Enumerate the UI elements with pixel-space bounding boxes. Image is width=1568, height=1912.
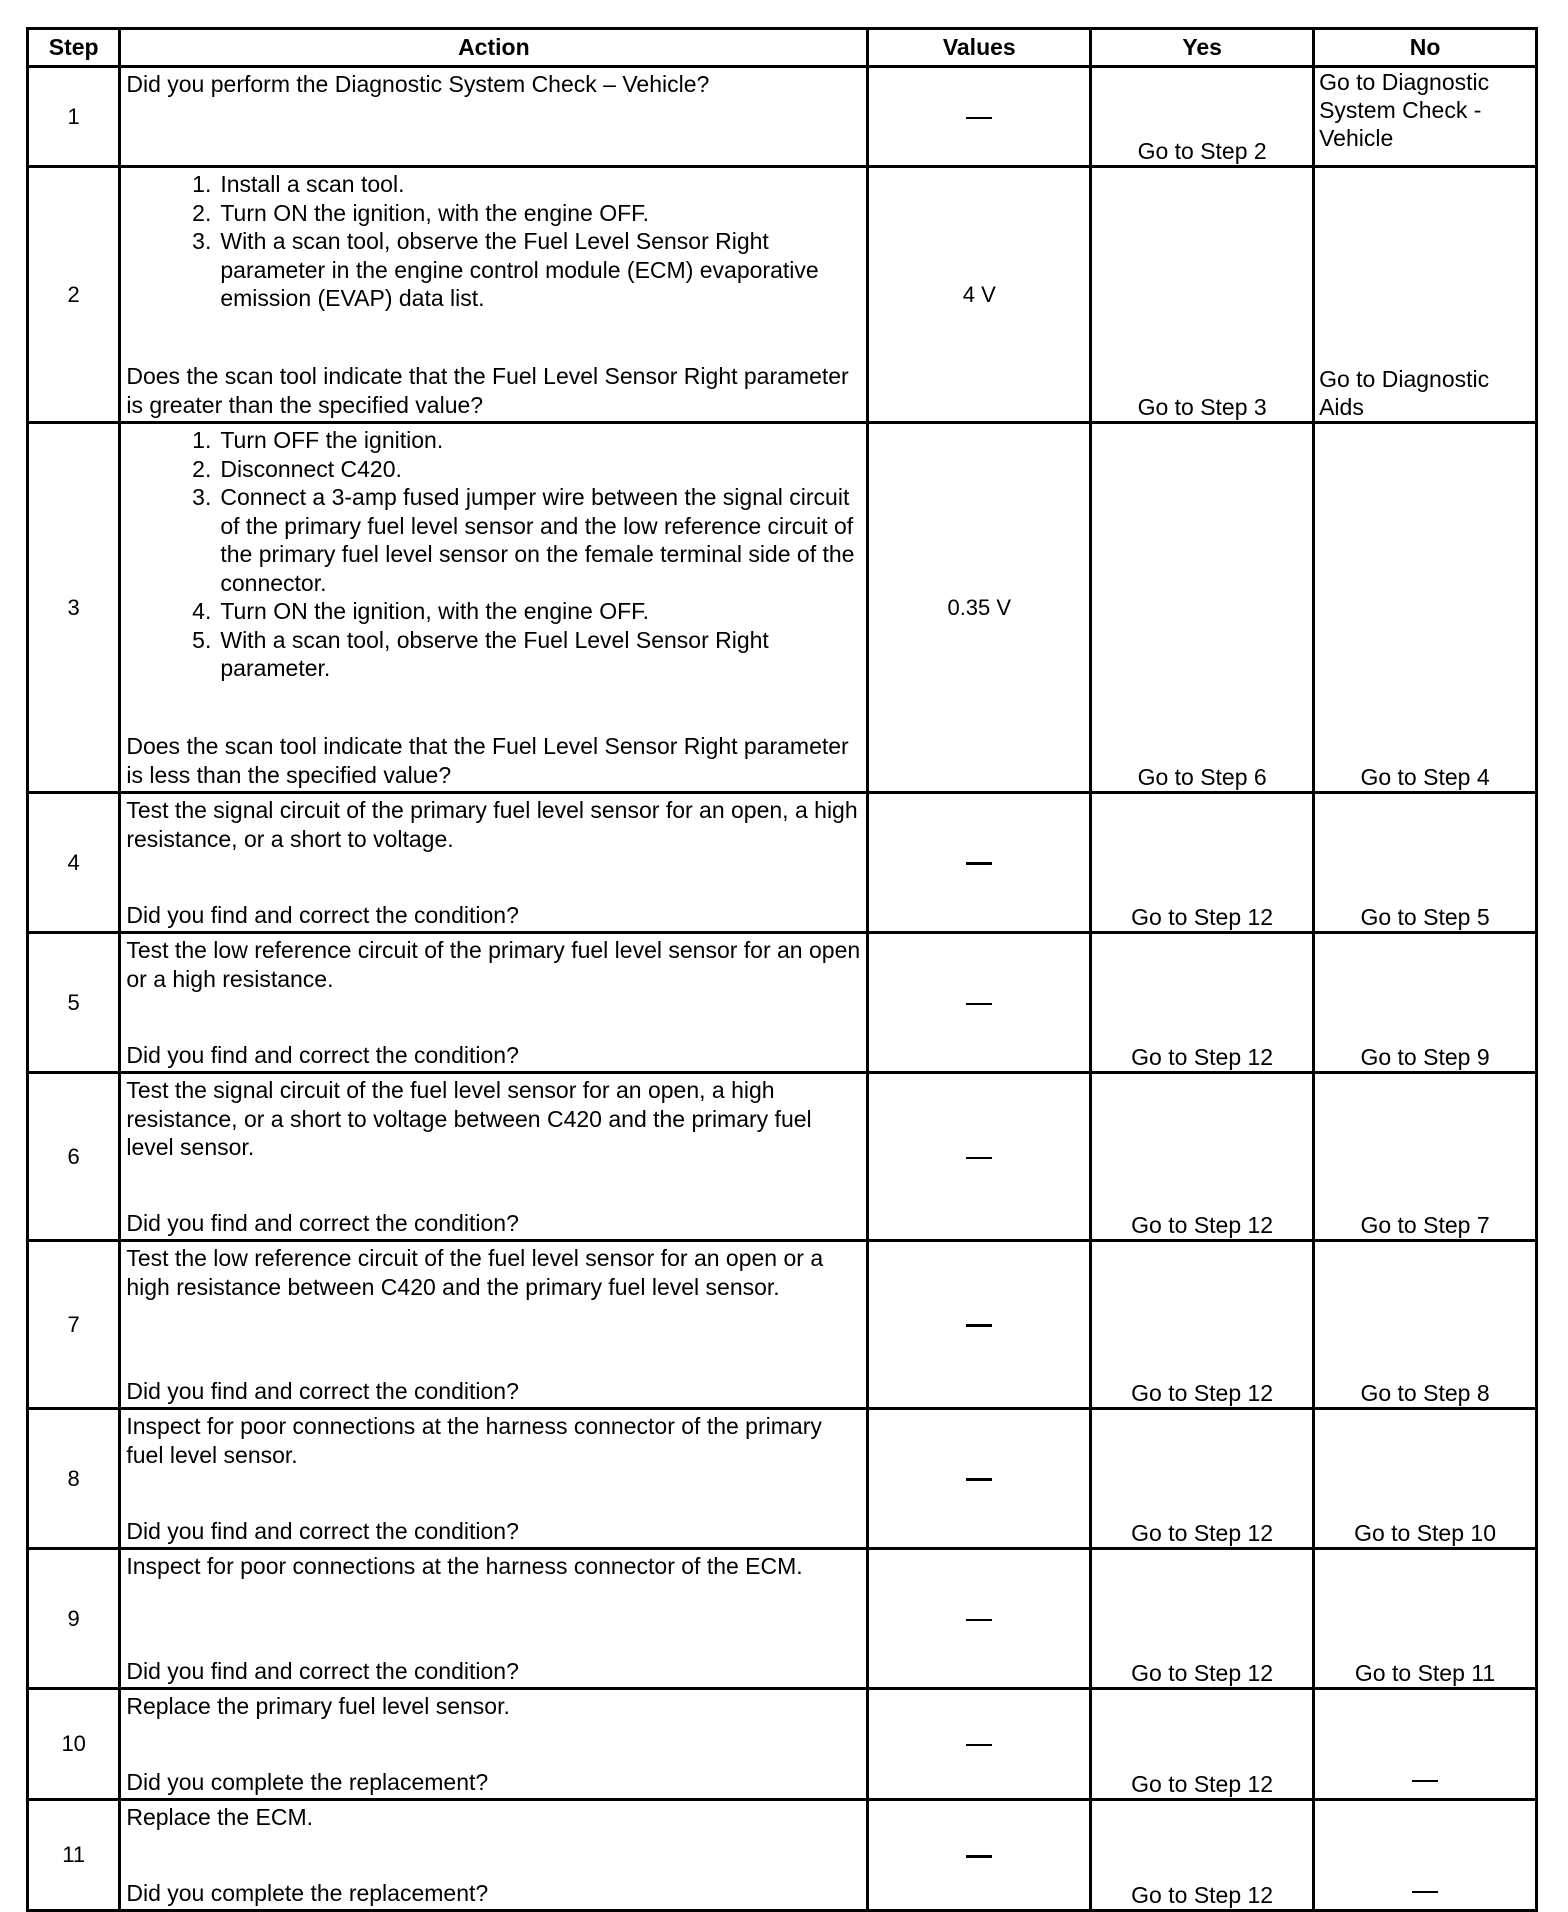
yes-cell: Go to Step 12 <box>1091 933 1314 1073</box>
table-row <box>28 423 1537 793</box>
value-cell <box>868 1549 1091 1689</box>
em-dash <box>966 117 992 119</box>
header-row <box>28 29 1537 67</box>
value-cell <box>868 1689 1091 1800</box>
action-text: Replace the primary fuel level sensor. <box>126 1693 510 1719</box>
table-row <box>28 933 1537 1073</box>
action-question: Did you complete the replacement? <box>126 1879 489 1906</box>
action-cell <box>120 1549 868 1689</box>
step-number: 2 <box>28 167 120 423</box>
header-values: Values <box>868 29 1091 67</box>
step-number: 1 <box>28 67 120 167</box>
step-number: 8 <box>28 1409 120 1549</box>
yes-cell: Go to Step 12 <box>1091 1241 1314 1409</box>
table-row <box>28 1241 1537 1409</box>
table-row <box>28 67 1537 167</box>
table-row <box>28 1800 1537 1911</box>
action-cell <box>120 1409 868 1549</box>
yes-cell: Go to Step 12 <box>1091 1689 1314 1800</box>
action-text: Inspect for poor connections at the harness connector of the primary fuel level sensor. <box>126 1413 822 1468</box>
step-number: 7 <box>28 1241 120 1409</box>
action-cell <box>120 1073 868 1241</box>
yes-cell: Go to Step 12 <box>1091 1409 1314 1549</box>
no-cell: Go to Step 8 <box>1314 1241 1537 1409</box>
yes-cell: Go to Step 12 <box>1091 1073 1314 1241</box>
table-row <box>28 793 1537 933</box>
action-question: Does the scan tool indicate that the Fuel Level Sensor Right parameter is greater than the specified value? <box>126 363 849 418</box>
action-list <box>126 170 860 313</box>
yes-cell: Go to Step 3 <box>1091 167 1314 423</box>
list-item: 5. With a scan tool, observe the Fuel Level Sensor Right parameter. <box>192 626 769 681</box>
em-dash <box>966 1619 992 1621</box>
list-item: 2. Disconnect C420. <box>192 455 402 482</box>
step-number: 3 <box>28 423 120 793</box>
no-cell: Go to Step 9 <box>1314 933 1537 1073</box>
action-cell <box>120 167 868 423</box>
yes-cell: Go to Step 12 <box>1091 793 1314 933</box>
action-question: Did you find and correct the condition? <box>126 1377 519 1404</box>
table-row <box>28 1073 1537 1241</box>
no-cell <box>1314 1800 1537 1911</box>
no-cell: Go to Step 11 <box>1314 1549 1537 1689</box>
action-question: Did you find and correct the condition? <box>126 1209 519 1236</box>
action-cell <box>120 933 868 1073</box>
no-cell: Go to Step 7 <box>1314 1073 1537 1241</box>
action-cell <box>120 1241 868 1409</box>
action-cell <box>120 1800 868 1911</box>
header-yes: Yes <box>1091 29 1314 67</box>
diagnostic-table <box>26 27 1538 1912</box>
action-question: Did you find and correct the condition? <box>126 1657 519 1684</box>
action-cell <box>120 67 868 167</box>
em-dash <box>966 1003 992 1005</box>
action-question: Did you find and correct the condition? <box>126 1517 519 1544</box>
list-item: 1. Turn OFF the ignition. <box>192 427 444 453</box>
step-number: 4 <box>28 793 120 933</box>
value-cell: 4 V <box>868 167 1091 423</box>
action-question: Did you find and correct the condition? <box>126 901 519 928</box>
header-step: Step <box>28 29 120 67</box>
action-text: Replace the ECM. <box>126 1804 313 1830</box>
value-cell <box>868 1409 1091 1549</box>
em-dash <box>966 1157 992 1159</box>
action-text: Test the signal circuit of the primary fuel level sensor for an open, a high resistance, or a short to voltage. <box>126 797 858 852</box>
action-text: Inspect for poor connections at the harness connector of the ECM. <box>126 1553 803 1579</box>
action-question: Did you complete the replacement? <box>126 1768 489 1795</box>
em-dash <box>966 862 992 865</box>
em-dash <box>1412 1891 1438 1893</box>
no-cell: Go to Diagnostic System Check - Vehicle <box>1314 67 1537 167</box>
table-row <box>28 167 1537 423</box>
step-number: 11 <box>28 1800 120 1911</box>
action-cell <box>120 793 868 933</box>
em-dash <box>966 1855 992 1858</box>
step-number: 5 <box>28 933 120 1073</box>
step-number: 6 <box>28 1073 120 1241</box>
header-action: Action <box>120 29 868 67</box>
value-cell <box>868 793 1091 933</box>
action-text: Test the signal circuit of the fuel level sensor for an open, a high resistance, or a short to voltage between C420 and the primary fuel level sensor. <box>126 1077 812 1160</box>
value-cell <box>868 67 1091 167</box>
list-item: 2. Turn ON the ignition, with the engine OFF. <box>192 199 650 226</box>
action-question: Did you perform the Diagnostic System Check – Vehicle? <box>126 71 710 97</box>
value-cell: 0.35 V <box>868 423 1091 793</box>
list-item: 3. Connect a 3-amp fused jumper wire between the signal circuit of the primary fuel level sensor and the low reference circuit of the primary fuel level sensor on the female terminal side of the connector. <box>192 484 855 596</box>
value-cell <box>868 1241 1091 1409</box>
em-dash <box>966 1478 992 1481</box>
yes-cell: Go to Step 2 <box>1091 67 1314 167</box>
list-item: 1. Install a scan tool. <box>192 171 405 197</box>
action-list <box>126 426 860 683</box>
action-question: Does the scan tool indicate that the Fuel Level Sensor Right parameter is less than the specified value? <box>126 733 849 788</box>
em-dash <box>966 1324 992 1327</box>
em-dash <box>1412 1780 1438 1782</box>
table-row <box>28 1409 1537 1549</box>
step-number: 10 <box>28 1689 120 1800</box>
action-cell <box>120 1689 868 1800</box>
value-cell <box>868 933 1091 1073</box>
header-no: No <box>1314 29 1537 67</box>
no-cell: Go to Step 10 <box>1314 1409 1537 1549</box>
no-cell: Go to Diagnostic Aids <box>1314 167 1537 423</box>
no-cell: Go to Step 5 <box>1314 793 1537 933</box>
list-item: 3. With a scan tool, observe the Fuel Level Sensor Right parameter in the engine control module (ECM) evaporative emission (EVAP) data list. <box>192 228 819 311</box>
yes-cell: Go to Step 6 <box>1091 423 1314 793</box>
yes-cell: Go to Step 12 <box>1091 1549 1314 1689</box>
action-text: Test the low reference circuit of the primary fuel level sensor for an open or a high resistance. <box>126 937 861 992</box>
action-question: Did you find and correct the condition? <box>126 1041 519 1068</box>
list-item: 4. Turn ON the ignition, with the engine OFF. <box>192 598 650 624</box>
em-dash <box>966 1744 992 1746</box>
action-cell <box>120 423 868 793</box>
action-text: Test the low reference circuit of the fuel level sensor for an open or a high resistance between C420 and the primary fuel level sensor. <box>126 1245 824 1300</box>
table-row <box>28 1549 1537 1689</box>
step-number: 9 <box>28 1549 120 1689</box>
no-cell: Go to Step 4 <box>1314 423 1537 793</box>
no-cell <box>1314 1689 1537 1800</box>
yes-cell: Go to Step 12 <box>1091 1800 1314 1911</box>
value-cell <box>868 1073 1091 1241</box>
table-row <box>28 1689 1537 1800</box>
value-cell <box>868 1800 1091 1911</box>
